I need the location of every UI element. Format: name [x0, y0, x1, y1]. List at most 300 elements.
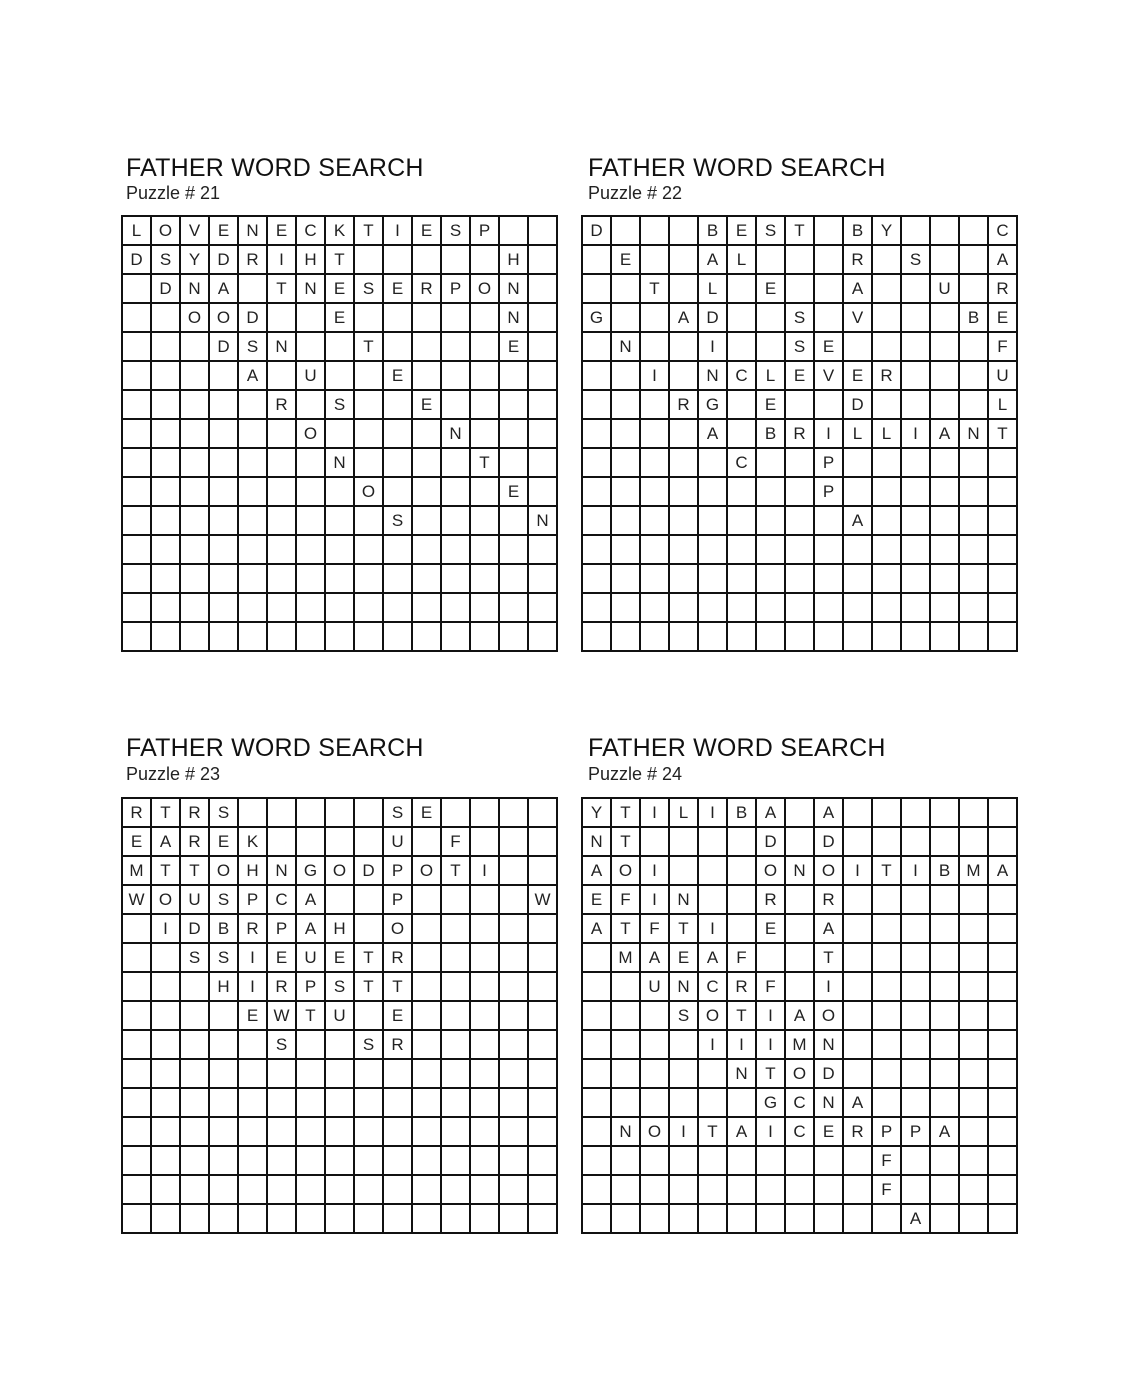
- grid-cell: [413, 449, 442, 478]
- grid-cell: [989, 594, 1018, 623]
- grid-cell: [442, 973, 471, 1002]
- grid-cell: [529, 362, 558, 391]
- grid-cell: T: [152, 799, 181, 828]
- grid-cell: [529, 1089, 558, 1118]
- grid-cell: [442, 565, 471, 594]
- grid-cell: [612, 217, 641, 246]
- grid-cell: [471, 623, 500, 652]
- puzzle-title: FATHER WORD SEARCH: [126, 734, 424, 762]
- grid-cell: [844, 333, 873, 362]
- grid-cell: [500, 828, 529, 857]
- grid-cell: [641, 391, 670, 420]
- grid-cell: V: [815, 362, 844, 391]
- grid-cell: [873, 536, 902, 565]
- grid-cell: [931, 1176, 960, 1205]
- grid-cell: R: [989, 275, 1018, 304]
- grid-cell: [989, 1002, 1018, 1031]
- grid-cell: [471, 478, 500, 507]
- grid-cell: [384, 1089, 413, 1118]
- grid-cell: [641, 420, 670, 449]
- grid-cell: U: [297, 944, 326, 973]
- grid-cell: S: [384, 799, 413, 828]
- grid-cell: A: [844, 275, 873, 304]
- grid-cell: [670, 478, 699, 507]
- grid-cell: T: [297, 1002, 326, 1031]
- grid-cell: [500, 594, 529, 623]
- grid-cell: [326, 362, 355, 391]
- grid-cell: C: [786, 1118, 815, 1147]
- grid-cell: I: [670, 1118, 699, 1147]
- grid-cell: [123, 1002, 152, 1031]
- grid-cell: [757, 565, 786, 594]
- grid-cell: [873, 828, 902, 857]
- grid-cell: D: [210, 333, 239, 362]
- grid-cell: [355, 594, 384, 623]
- grid-cell: [960, 1176, 989, 1205]
- grid-cell: T: [612, 799, 641, 828]
- grid-cell: N: [500, 275, 529, 304]
- grid-cell: [844, 944, 873, 973]
- grid-cell: [181, 1147, 210, 1176]
- grid-cell: [384, 623, 413, 652]
- grid-cell: [123, 536, 152, 565]
- grid-cell: [500, 507, 529, 536]
- grid-cell: [442, 594, 471, 623]
- grid-cell: [297, 1147, 326, 1176]
- grid-cell: [786, 565, 815, 594]
- grid-cell: P: [268, 915, 297, 944]
- grid-cell: [960, 973, 989, 1002]
- grid-cell: [757, 333, 786, 362]
- grid-cell: [757, 536, 786, 565]
- grid-cell: A: [297, 915, 326, 944]
- grid-cell: [152, 1031, 181, 1060]
- grid-cell: [931, 1031, 960, 1060]
- grid-cell: S: [757, 217, 786, 246]
- grid-cell: [471, 886, 500, 915]
- grid-cell: [728, 565, 757, 594]
- grid-cell: [181, 973, 210, 1002]
- grid-cell: [500, 623, 529, 652]
- grid-cell: E: [815, 333, 844, 362]
- grid-cell: [529, 973, 558, 1002]
- grid-cell: G: [699, 391, 728, 420]
- grid-cell: [152, 973, 181, 1002]
- grid-cell: [529, 1118, 558, 1147]
- grid-cell: S: [268, 1031, 297, 1060]
- grid-cell: I: [815, 420, 844, 449]
- grid-cell: [384, 536, 413, 565]
- grid-cell: I: [699, 333, 728, 362]
- grid-cell: [239, 1147, 268, 1176]
- grid-cell: [471, 915, 500, 944]
- grid-cell: [471, 246, 500, 275]
- grid-cell: A: [844, 507, 873, 536]
- grid-cell: P: [442, 275, 471, 304]
- grid-cell: [355, 915, 384, 944]
- grid-cell: [902, 799, 931, 828]
- grid-cell: [815, 391, 844, 420]
- grid-cell: B: [931, 857, 960, 886]
- grid-cell: I: [699, 799, 728, 828]
- grid-cell: [989, 1118, 1018, 1147]
- grid-cell: [384, 1205, 413, 1234]
- grid-cell: I: [239, 973, 268, 1002]
- grid-cell: [583, 623, 612, 652]
- grid-cell: [413, 1031, 442, 1060]
- grid-cell: [500, 1060, 529, 1089]
- grid-cell: [786, 246, 815, 275]
- grid-cell: [902, 1031, 931, 1060]
- grid-cell: [670, 275, 699, 304]
- grid-cell: I: [757, 1118, 786, 1147]
- grid-cell: [442, 536, 471, 565]
- grid-cell: [699, 857, 728, 886]
- grid-cell: [413, 1147, 442, 1176]
- grid-cell: [413, 886, 442, 915]
- grid-cell: [297, 507, 326, 536]
- grid-cell: [844, 623, 873, 652]
- grid-cell: E: [786, 362, 815, 391]
- grid-cell: [670, 1147, 699, 1176]
- grid-cell: [873, 333, 902, 362]
- grid-cell: S: [210, 944, 239, 973]
- grid-cell: [500, 449, 529, 478]
- grid-cell: A: [699, 944, 728, 973]
- grid-cell: R: [239, 915, 268, 944]
- grid-cell: [442, 944, 471, 973]
- grid-cell: R: [670, 391, 699, 420]
- grid-cell: [268, 1205, 297, 1234]
- grid-cell: [355, 420, 384, 449]
- grid-cell: [873, 1060, 902, 1089]
- grid-cell: [297, 828, 326, 857]
- grid-cell: [471, 333, 500, 362]
- grid-cell: [413, 536, 442, 565]
- grid-cell: F: [612, 886, 641, 915]
- grid-cell: [471, 973, 500, 1002]
- grid-cell: [152, 565, 181, 594]
- grid-cell: L: [123, 217, 152, 246]
- grid-cell: T: [181, 857, 210, 886]
- grid-cell: [210, 594, 239, 623]
- grid-cell: [152, 1089, 181, 1118]
- grid-cell: L: [699, 275, 728, 304]
- grid-cell: [757, 246, 786, 275]
- grid-cell: [529, 944, 558, 973]
- grid-cell: [902, 333, 931, 362]
- grid-cell: [902, 478, 931, 507]
- grid-cell: E: [670, 944, 699, 973]
- grid-cell: [960, 1060, 989, 1089]
- grid-cell: U: [181, 886, 210, 915]
- grid-cell: A: [815, 915, 844, 944]
- grid-cell: [384, 1060, 413, 1089]
- grid-cell: [641, 1205, 670, 1234]
- grid-cell: [529, 828, 558, 857]
- grid-cell: E: [326, 275, 355, 304]
- grid-cell: [844, 1031, 873, 1060]
- grid-cell: [699, 1089, 728, 1118]
- grid-cell: [442, 799, 471, 828]
- grid-cell: [384, 1147, 413, 1176]
- grid-cell: [239, 1060, 268, 1089]
- grid-cell: [873, 565, 902, 594]
- grid-cell: [442, 246, 471, 275]
- grid-cell: [641, 304, 670, 333]
- grid-cell: O: [152, 886, 181, 915]
- grid-cell: [960, 333, 989, 362]
- grid-cell: [384, 333, 413, 362]
- grid-cell: D: [210, 246, 239, 275]
- grid-cell: B: [844, 217, 873, 246]
- grid-cell: I: [757, 1031, 786, 1060]
- grid-cell: [989, 1089, 1018, 1118]
- grid-cell: [960, 217, 989, 246]
- grid-cell: N: [612, 1118, 641, 1147]
- grid-cell: [844, 1002, 873, 1031]
- grid-cell: [442, 478, 471, 507]
- grid-cell: [210, 1089, 239, 1118]
- grid-cell: [384, 304, 413, 333]
- grid-cell: N: [326, 449, 355, 478]
- grid-cell: K: [326, 217, 355, 246]
- grid-cell: [786, 1147, 815, 1176]
- grid-cell: [355, 1176, 384, 1205]
- grid-cell: [960, 391, 989, 420]
- grid-cell: [297, 1031, 326, 1060]
- grid-cell: [641, 536, 670, 565]
- grid-cell: L: [989, 391, 1018, 420]
- grid-cell: O: [326, 857, 355, 886]
- grid-cell: [670, 1205, 699, 1234]
- grid-cell: [583, 1176, 612, 1205]
- grid-cell: [326, 1118, 355, 1147]
- grid-cell: [500, 536, 529, 565]
- grid-cell: E: [384, 362, 413, 391]
- grid-cell: [612, 1089, 641, 1118]
- grid-cell: [442, 1060, 471, 1089]
- grid-cell: E: [210, 217, 239, 246]
- grid-cell: [960, 828, 989, 857]
- grid-cell: [123, 1147, 152, 1176]
- grid-cell: [902, 275, 931, 304]
- grid-cell: [529, 333, 558, 362]
- grid-cell: [210, 1002, 239, 1031]
- grid-cell: [699, 1060, 728, 1089]
- grid-cell: [699, 478, 728, 507]
- grid-cell: E: [413, 391, 442, 420]
- grid-cell: [297, 304, 326, 333]
- grid-cell: E: [384, 1002, 413, 1031]
- grid-cell: [699, 886, 728, 915]
- grid-cell: [902, 362, 931, 391]
- grid-cell: [355, 565, 384, 594]
- grid-cell: [413, 944, 442, 973]
- grid-cell: P: [815, 449, 844, 478]
- grid-cell: M: [612, 944, 641, 973]
- grid-cell: [123, 1089, 152, 1118]
- grid-cell: [931, 333, 960, 362]
- grid-cell: A: [844, 1089, 873, 1118]
- grid-cell: [641, 623, 670, 652]
- grid-cell: [641, 1002, 670, 1031]
- grid-cell: [123, 449, 152, 478]
- grid-cell: [873, 594, 902, 623]
- grid-cell: [239, 478, 268, 507]
- grid-cell: [583, 507, 612, 536]
- grid-cell: [529, 304, 558, 333]
- grid-cell: I: [902, 420, 931, 449]
- grid-cell: [583, 333, 612, 362]
- grid-cell: [181, 1205, 210, 1234]
- grid-cell: [268, 1147, 297, 1176]
- grid-cell: [786, 478, 815, 507]
- grid-cell: [442, 886, 471, 915]
- grid-cell: [815, 623, 844, 652]
- grid-cell: [471, 1205, 500, 1234]
- grid-cell: R: [757, 886, 786, 915]
- grid-cell: [210, 1147, 239, 1176]
- grid-cell: [670, 1060, 699, 1089]
- grid-cell: [902, 536, 931, 565]
- grid-cell: I: [152, 915, 181, 944]
- grid-cell: [384, 1176, 413, 1205]
- grid-cell: [699, 1147, 728, 1176]
- grid-cell: F: [728, 944, 757, 973]
- grid-cell: [123, 275, 152, 304]
- grid-cell: E: [413, 799, 442, 828]
- grid-cell: [873, 1031, 902, 1060]
- grid-cell: H: [326, 915, 355, 944]
- grid-cell: [902, 886, 931, 915]
- grid-cell: [413, 915, 442, 944]
- grid-cell: [873, 886, 902, 915]
- grid-cell: [471, 799, 500, 828]
- grid-cell: D: [152, 275, 181, 304]
- grid-cell: [960, 886, 989, 915]
- grid-cell: [902, 1176, 931, 1205]
- grid-cell: [612, 1205, 641, 1234]
- grid-cell: [297, 1205, 326, 1234]
- grid-cell: D: [583, 217, 612, 246]
- grid-cell: [268, 1060, 297, 1089]
- grid-cell: [931, 565, 960, 594]
- letter-grid: [581, 215, 1018, 652]
- grid-cell: [442, 449, 471, 478]
- grid-cell: [844, 973, 873, 1002]
- grid-cell: [641, 828, 670, 857]
- grid-cell: [960, 507, 989, 536]
- grid-cell: [500, 1002, 529, 1031]
- grid-cell: A: [728, 1118, 757, 1147]
- grid-cell: [786, 507, 815, 536]
- grid-cell: C: [699, 973, 728, 1002]
- grid-cell: [152, 420, 181, 449]
- grid-cell: [989, 828, 1018, 857]
- grid-cell: [583, 1031, 612, 1060]
- grid-cell: [268, 1089, 297, 1118]
- grid-cell: [326, 1205, 355, 1234]
- grid-cell: [297, 799, 326, 828]
- grid-cell: [728, 275, 757, 304]
- grid-cell: S: [152, 246, 181, 275]
- grid-cell: E: [815, 1118, 844, 1147]
- grid-cell: A: [989, 857, 1018, 886]
- grid-cell: P: [471, 217, 500, 246]
- grid-cell: A: [699, 246, 728, 275]
- grid-cell: [268, 799, 297, 828]
- grid-cell: [413, 565, 442, 594]
- grid-cell: [384, 391, 413, 420]
- puzzle-number: Puzzle # 24: [588, 764, 683, 784]
- grid-cell: R: [239, 246, 268, 275]
- grid-cell: [268, 1118, 297, 1147]
- grid-cell: C: [989, 217, 1018, 246]
- grid-cell: [500, 1176, 529, 1205]
- grid-cell: [355, 449, 384, 478]
- grid-cell: [670, 623, 699, 652]
- grid-cell: [239, 623, 268, 652]
- grid-cell: [442, 1118, 471, 1147]
- grid-cell: [123, 944, 152, 973]
- grid-cell: [844, 594, 873, 623]
- grid-cell: [641, 565, 670, 594]
- grid-cell: [152, 391, 181, 420]
- grid-cell: T: [612, 828, 641, 857]
- grid-cell: [815, 565, 844, 594]
- grid-cell: S: [786, 333, 815, 362]
- grid-cell: [670, 333, 699, 362]
- grid-cell: [815, 1176, 844, 1205]
- grid-cell: A: [815, 799, 844, 828]
- grid-cell: [728, 420, 757, 449]
- grid-cell: [297, 1089, 326, 1118]
- grid-cell: [442, 333, 471, 362]
- grid-cell: [815, 507, 844, 536]
- grid-cell: L: [873, 420, 902, 449]
- grid-cell: [529, 420, 558, 449]
- grid-cell: [786, 536, 815, 565]
- grid-cell: [670, 1176, 699, 1205]
- grid-cell: [326, 1147, 355, 1176]
- grid-cell: E: [728, 217, 757, 246]
- grid-cell: [931, 915, 960, 944]
- grid-cell: O: [297, 420, 326, 449]
- grid-cell: [670, 449, 699, 478]
- grid-cell: [239, 1031, 268, 1060]
- grid-cell: [699, 828, 728, 857]
- grid-cell: [873, 944, 902, 973]
- grid-cell: [612, 623, 641, 652]
- grid-cell: [612, 973, 641, 1002]
- grid-cell: [239, 275, 268, 304]
- grid-cell: [355, 1205, 384, 1234]
- grid-cell: [583, 1205, 612, 1234]
- grid-cell: O: [612, 857, 641, 886]
- grid-cell: [123, 623, 152, 652]
- grid-cell: [902, 973, 931, 1002]
- grid-cell: [786, 449, 815, 478]
- grid-cell: [612, 449, 641, 478]
- grid-cell: T: [355, 973, 384, 1002]
- grid-cell: [471, 1089, 500, 1118]
- grid-cell: [529, 1031, 558, 1060]
- grid-cell: [844, 1147, 873, 1176]
- grid-cell: [902, 507, 931, 536]
- grid-cell: N: [815, 1031, 844, 1060]
- grid-cell: [123, 1118, 152, 1147]
